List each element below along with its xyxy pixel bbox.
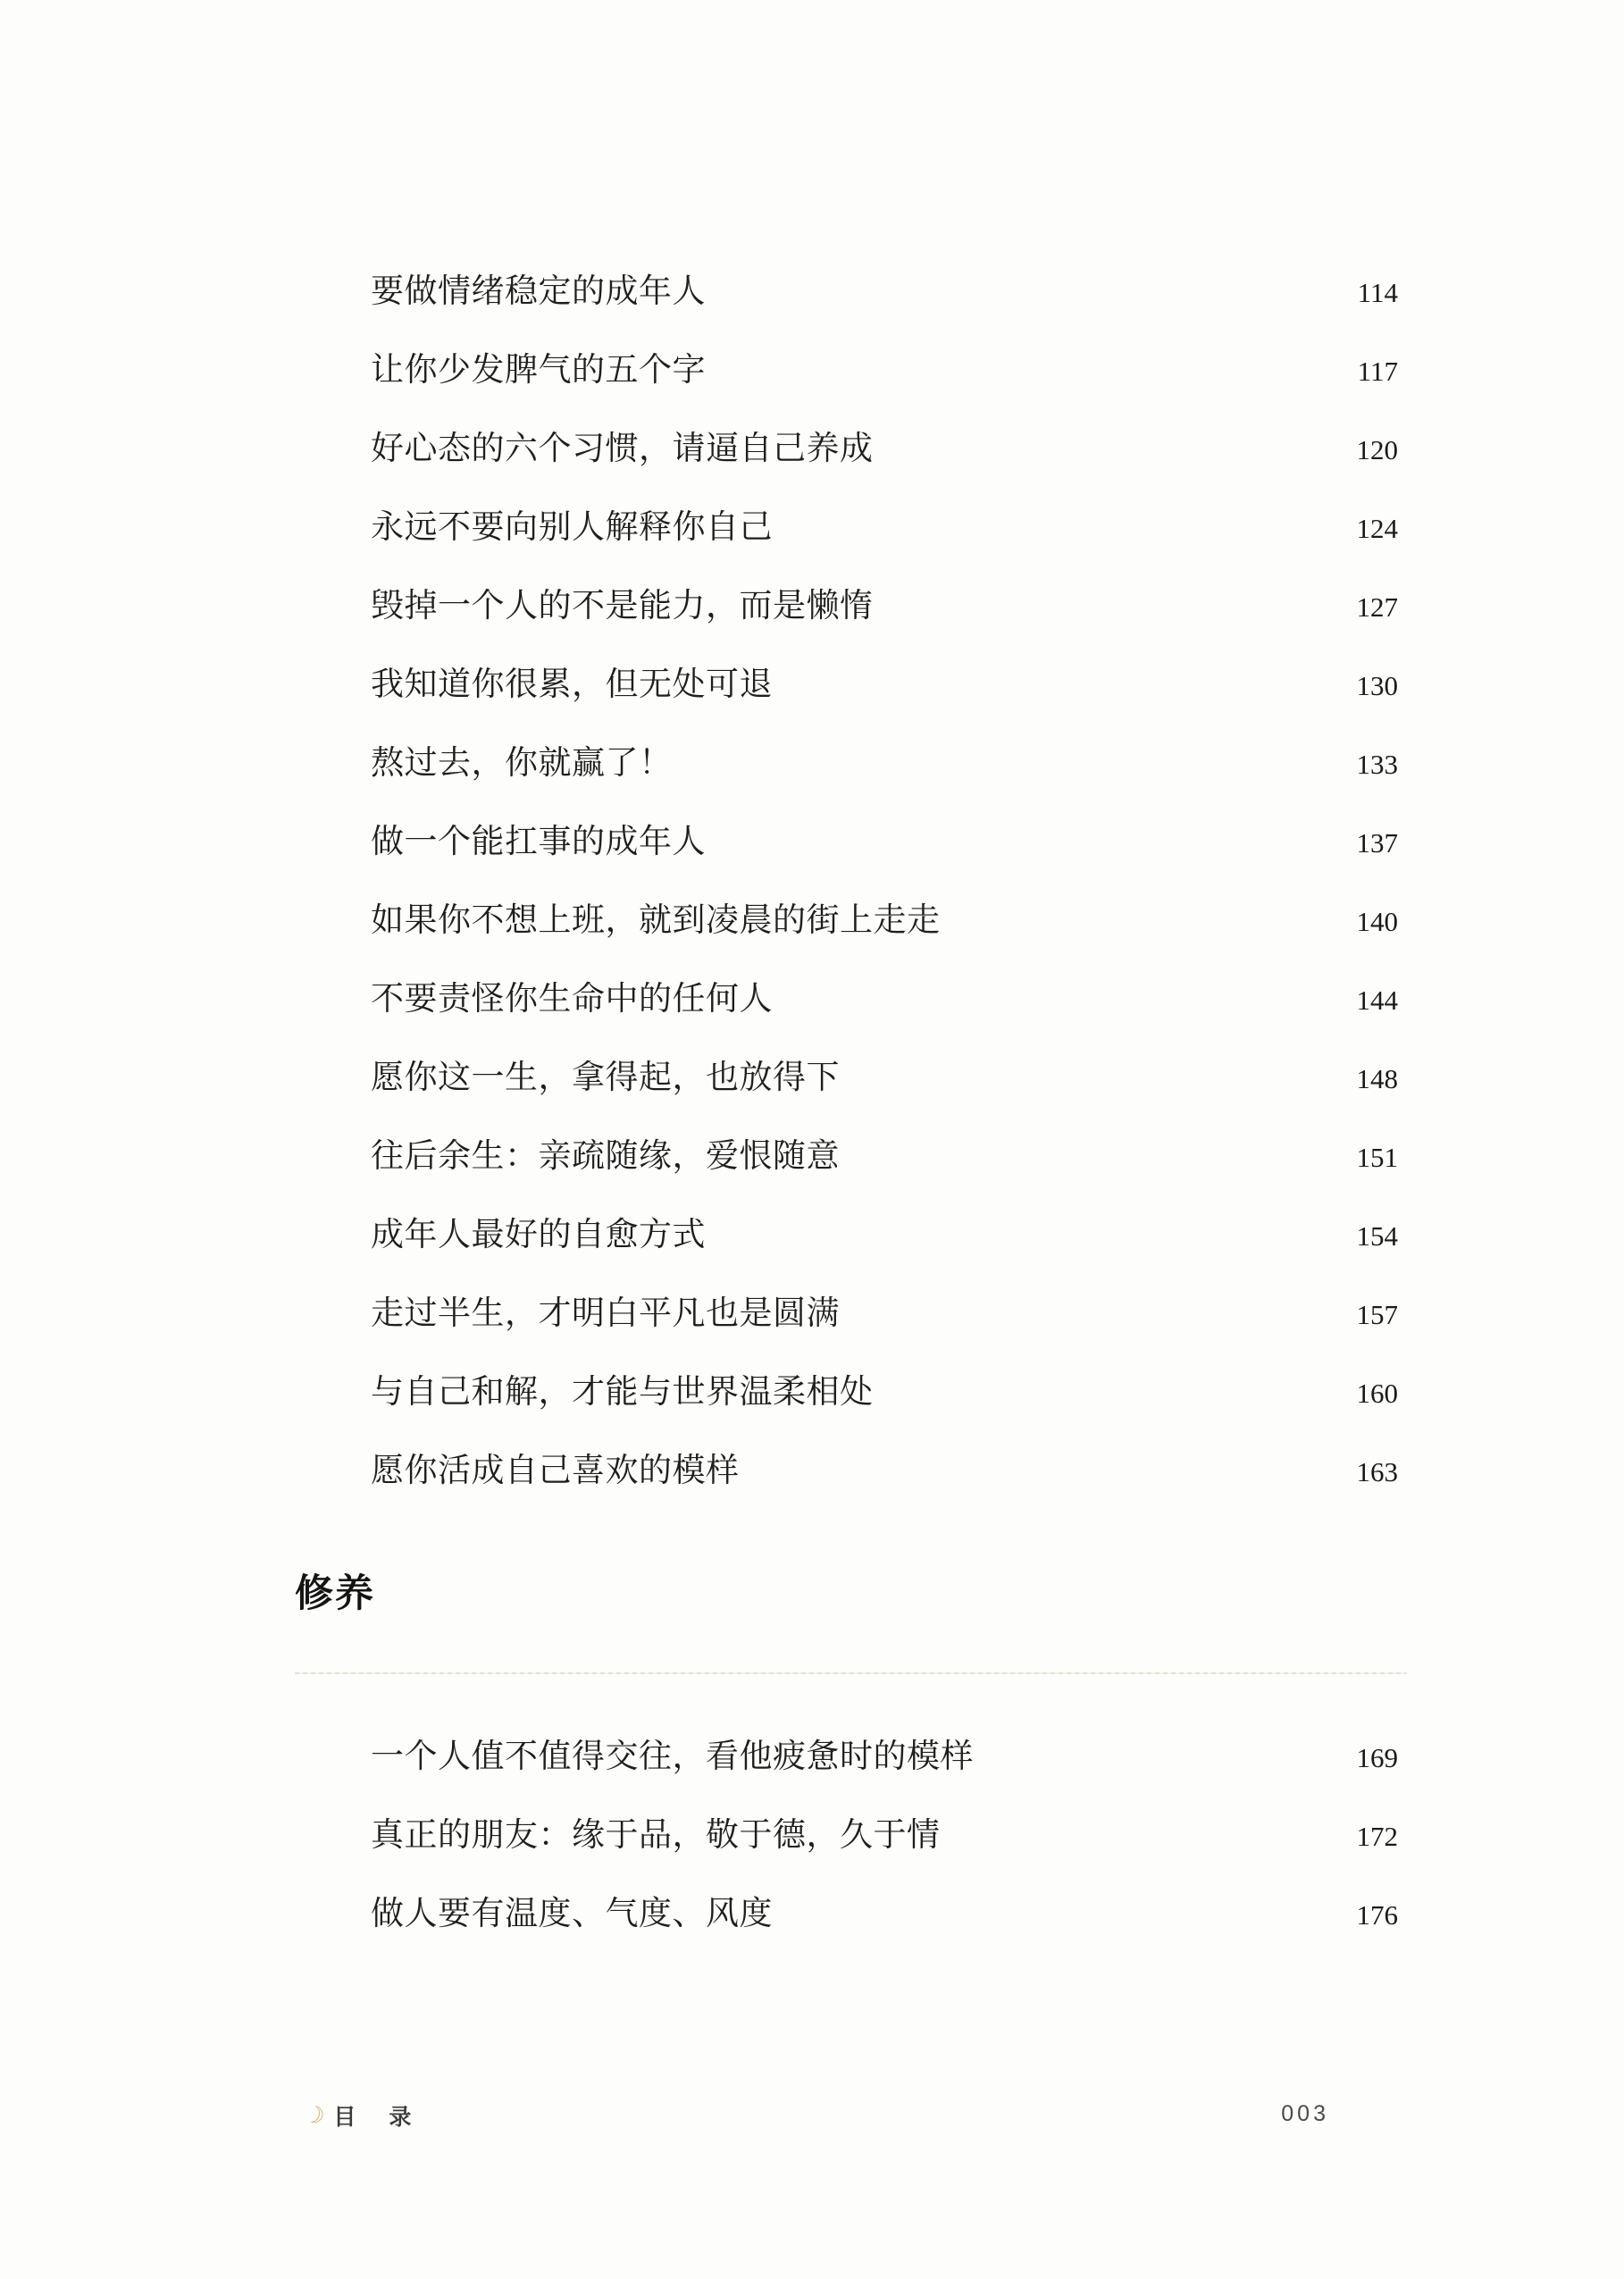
toc-primary-entry-page: 160 — [1356, 1378, 1398, 1409]
toc-primary-entry-page: 130 — [1356, 670, 1398, 701]
toc-primary-entry-title: 与自己和解，才能与世界温柔相处 — [371, 1374, 874, 1411]
toc-section-entry-page: 172 — [1356, 1821, 1398, 1852]
toc-primary-entry-page: 154 — [1356, 1220, 1398, 1252]
page-footer — [0, 2099, 1624, 2153]
toc-primary-entry[interactable] — [371, 578, 1398, 657]
moon-icon: ☽ — [300, 2099, 328, 2131]
toc-primary-entry[interactable] — [371, 814, 1398, 892]
toc-primary-entry-page: 144 — [1356, 984, 1398, 1016]
toc-primary-entry[interactable] — [371, 499, 1398, 578]
toc-primary-entry-page: 137 — [1356, 827, 1398, 859]
toc-section-entry-title: 真正的朋友：缘于品，敬于德，久于情 — [371, 1817, 941, 1854]
toc-primary-entry-page: 148 — [1356, 1063, 1398, 1094]
toc-primary-entry-page: 133 — [1356, 749, 1398, 780]
toc-primary-entry-title: 愿你这一生，拿得起，也放得下 — [371, 1060, 840, 1096]
toc-primary-entry-title: 如果你不想上班，就到凌晨的街上走走 — [371, 902, 941, 939]
toc-primary-entry-title: 我知道你很累，但无处可退 — [371, 666, 773, 703]
toc-primary-entry-title: 要做情绪稳定的成年人 — [371, 273, 706, 310]
toc-primary-entry[interactable] — [371, 342, 1398, 421]
toc-primary-entry-page: 120 — [1356, 434, 1398, 465]
toc-primary-entry-title: 熬过去，你就赢了！ — [371, 745, 673, 782]
toc-primary-entry-title: 好心态的六个习惯，请逼自己养成 — [371, 431, 874, 467]
footer-label: 目 录 — [333, 2105, 417, 2130]
toc-section-entry[interactable] — [371, 1886, 1398, 1965]
toc-primary-entry[interactable] — [371, 1050, 1398, 1128]
toc-primary-entry[interactable] — [371, 421, 1398, 499]
toc-primary-entry-page: 140 — [1356, 906, 1398, 937]
toc-primary-entry-page: 163 — [1356, 1456, 1398, 1487]
toc-primary-entry[interactable] — [371, 1207, 1398, 1286]
toc-primary-entry-title: 让你少发脾气的五个字 — [371, 352, 706, 389]
page-number: 003 — [1281, 2101, 1329, 2126]
toc-primary-entry-page: 114 — [1357, 277, 1398, 308]
toc-list-primary — [371, 264, 1398, 1521]
toc-section-entry-title: 做人要有温度、气度、风度 — [371, 1896, 773, 1932]
toc-primary-entry[interactable] — [371, 735, 1398, 814]
toc-primary-entry-page: 124 — [1356, 513, 1398, 544]
section-divider — [295, 1672, 1407, 1674]
toc-primary-entry-title: 不要责怪你生命中的任何人 — [371, 981, 773, 1018]
toc-primary-entry[interactable] — [371, 971, 1398, 1050]
toc-primary-entry-page: 157 — [1356, 1299, 1398, 1330]
toc-primary-entry[interactable] — [371, 1364, 1398, 1443]
toc-section-entry-title: 一个人值不值得交往，看他疲惫时的模样 — [371, 1739, 974, 1775]
toc-primary-entry-title: 永远不要向别人解释你自己 — [371, 509, 773, 546]
toc-primary-entry[interactable] — [371, 1128, 1398, 1207]
footer-left — [300, 2099, 417, 2132]
toc-primary-entry-page: 151 — [1356, 1142, 1398, 1173]
toc-group-primary — [371, 264, 1398, 1521]
toc-section-entry[interactable] — [371, 1807, 1398, 1886]
toc-primary-entry-title: 往后余生：亲疏随缘，爱恨随意 — [371, 1138, 840, 1175]
toc-section-entry-page: 169 — [1356, 1742, 1398, 1773]
toc-primary-entry[interactable] — [371, 1286, 1398, 1364]
toc-primary-entry-title: 走过半生，才明白平凡也是圆满 — [371, 1295, 840, 1332]
toc-group-section — [371, 1729, 1398, 1965]
toc-primary-entry-title: 成年人最好的自愈方式 — [371, 1217, 706, 1253]
toc-list-section — [371, 1729, 1398, 1965]
toc-primary-entry[interactable] — [371, 657, 1398, 735]
toc-section-entry-page: 176 — [1356, 1899, 1398, 1931]
toc-primary-entry-title: 毁掉一个人的不是能力，而是懒惰 — [371, 588, 874, 624]
toc-primary-entry-page: 127 — [1356, 591, 1398, 623]
section-heading: 修养 — [295, 1572, 375, 1615]
toc-primary-entry[interactable] — [371, 264, 1398, 342]
toc-primary-entry-title: 愿你活成自己喜欢的模样 — [371, 1453, 740, 1489]
toc-primary-entry[interactable] — [371, 1443, 1398, 1521]
toc-primary-entry-title: 做一个能扛事的成年人 — [371, 824, 706, 860]
toc-primary-entry[interactable] — [371, 892, 1398, 971]
toc-primary-entry-page: 117 — [1357, 356, 1398, 387]
toc-section-entry[interactable] — [371, 1729, 1398, 1807]
